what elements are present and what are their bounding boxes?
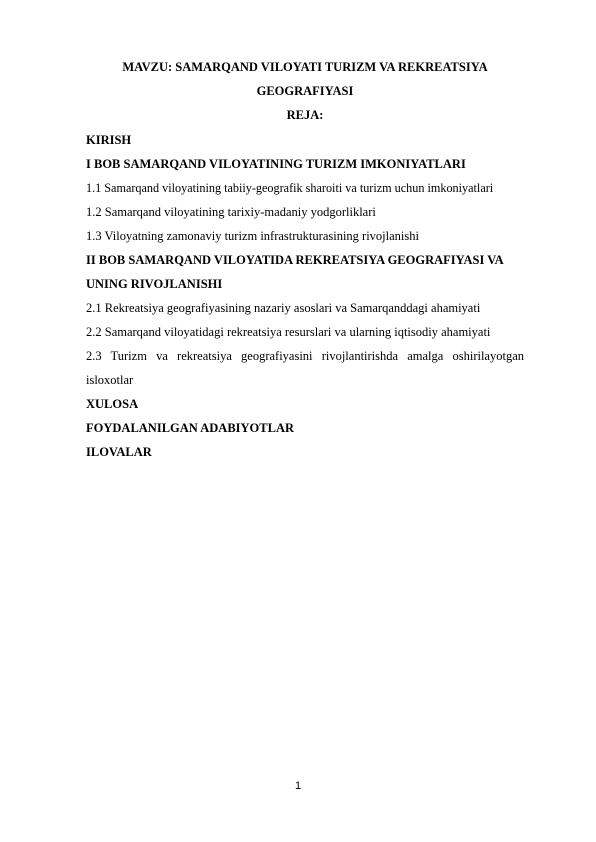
toc-section-2-1: 2.1 Rekreatsiya geografiyasining nazariy asoslari va Samarqanddagi ahamiyati xyxy=(86,301,481,315)
toc-intro: KIRISH xyxy=(86,133,132,147)
toc-chapter-1: I BOB SAMARQAND VILOYATINING TURIZM IMKONIYATLARI xyxy=(86,157,466,171)
plan-heading: REJA: xyxy=(286,108,324,122)
toc-appendices: ILOVALAR xyxy=(86,445,152,459)
toc-chapter-2-line-1: II BOB SAMARQAND VILOYATIDA REKREATSIYA GEOGRAFIYASI VA xyxy=(86,253,504,267)
toc-section-1-2: 1.2 Samarqand viloyatining tarixiy-madaniy yodgorliklari xyxy=(86,205,376,219)
topic-title-line-2: GEOGRAFIYASI xyxy=(256,84,354,98)
toc-chapter-2-line-2: UNING RIVOJLANISHI xyxy=(86,277,223,291)
toc-section-1-3: 1.3 Viloyatning zamonaviy turizm infrastrukturasining rivojlanishi xyxy=(86,229,419,243)
table-of-contents xyxy=(86,128,524,464)
toc-section-2-3-line-1: 2.3 Turizm va rekreatsiya geografiyasini rivojlantirishda amalga oshirilayotgan xyxy=(86,349,524,363)
toc-section-2-2: 2.2 Samarqand viloyatidagi rekreatsiya resurslari va ularning iqtisodiy ahamiyati xyxy=(86,325,491,339)
toc-section-2-3-line-2: isloxotlar xyxy=(86,373,134,387)
page-number: 1 xyxy=(294,780,302,792)
topic-title-line-1: MAVZU: SAMARQAND VILOYATI TURIZM VA REKREATSIYA xyxy=(122,60,488,74)
toc-references: FOYDALANILGAN ADABIYOTLAR xyxy=(86,421,295,435)
toc-conclusion: XULOSA xyxy=(86,397,139,411)
toc-section-1-1: 1.1 Samarqand viloyatining tabiiy-geografik sharoiti va turizm uchun imkoniyatlari xyxy=(86,181,494,195)
